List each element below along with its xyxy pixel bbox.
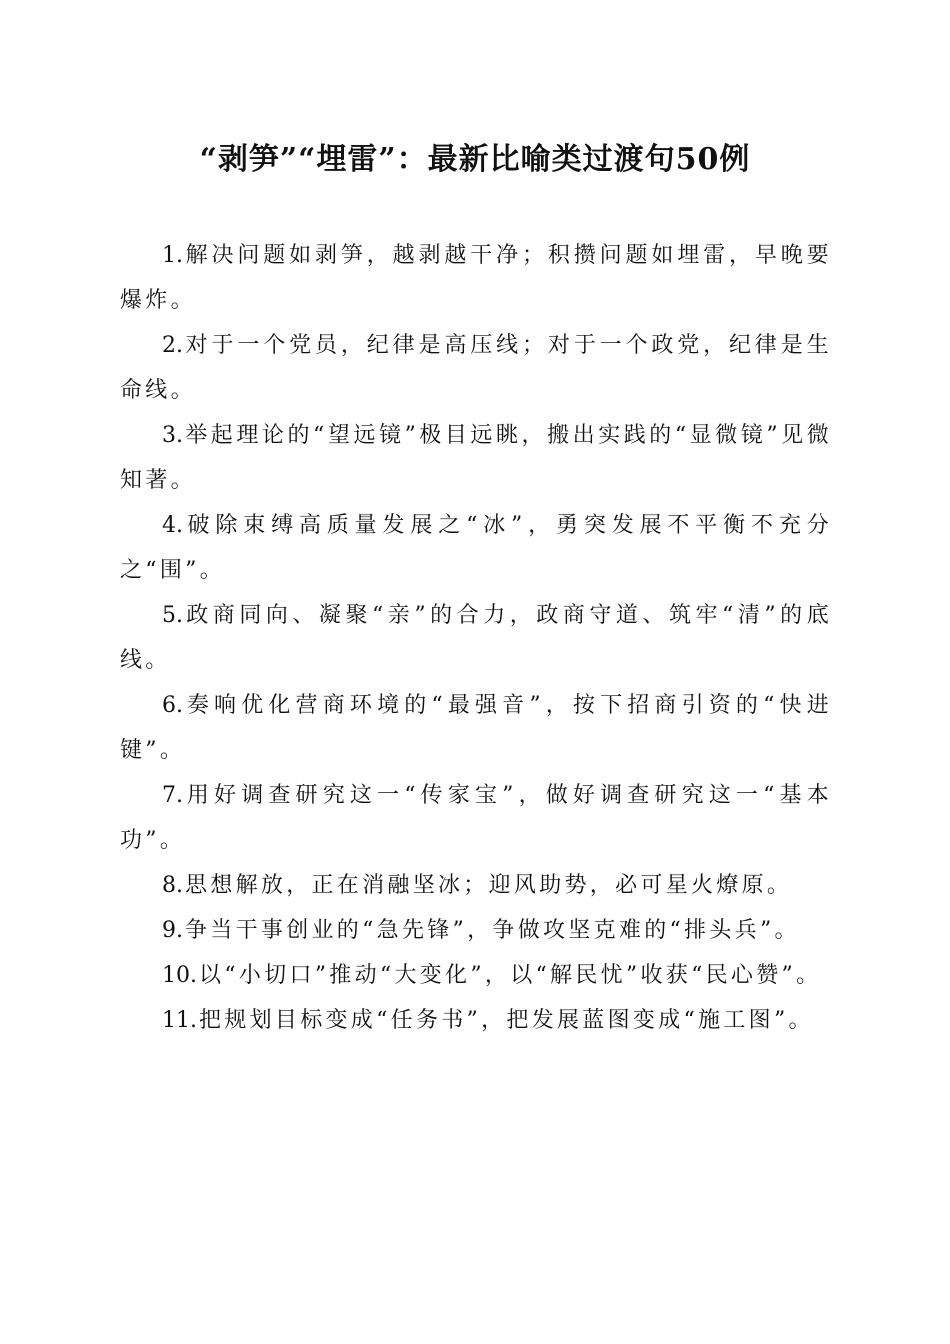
item-number: 10. [162,963,197,988]
item-number: 5. [162,603,183,628]
item-text: 破除束缚高质量发展之“冰”，勇突发展不平衡不充分之“围”。 [120,513,832,583]
item-text: 争当干事创业的“急先锋”，争做攻坚克难的“排头兵”。 [185,918,800,943]
document-title: “剥笋”“埋雷”：最新比喻类过渡句50例 [199,142,751,177]
item-text: 奏响优化营商环境的“最强音”，按下招商引资的“快进键”。 [120,693,832,763]
item-text: 把规划目标变成“任务书”，把发展蓝图变成“施工图”。 [199,1008,814,1033]
list-item [120,323,832,413]
item-text: 思想解放，正在消融坚冰；迎风助势，必可星火燎原。 [185,873,793,898]
item-text: 用好调查研究这一“传家宝”，做好调查研究这一“基本功”。 [120,783,832,853]
item-text: 政商同向、凝聚“亲”的合力，政商守道、筑牢“清”的底线。 [120,603,832,673]
list-item [120,503,832,593]
list-item [120,683,832,773]
list-item [120,233,832,323]
item-text: 对于一个党员，纪律是高压线；对于一个政党，纪律是生命线。 [120,333,832,403]
list-item [120,908,832,953]
list-item [120,413,832,503]
item-number: 3. [162,423,183,448]
item-text: 举起理论的“望远镜”极目远眺，搬出实践的“显微镜”见微知著。 [120,423,832,493]
list-item [120,998,832,1043]
item-number: 7. [162,783,183,808]
list-item [120,773,832,863]
item-text: 解决问题如剥笋，越剥越干净；积攒问题如埋雷，早晚要爆炸。 [120,243,832,313]
item-number: 6. [162,693,183,718]
item-text: 以“小切口”推动“大变化”，以“解民忧”收获“民心赞”。 [199,963,822,988]
item-number: 8. [162,873,183,898]
list-item [120,863,832,908]
item-number: 9. [162,918,183,943]
document-body [120,233,832,1043]
item-number: 4. [162,513,183,538]
item-number: 2. [162,333,183,358]
list-item [120,953,832,998]
list-item [120,593,832,683]
item-number: 11. [162,1008,197,1033]
item-number: 1. [162,243,183,268]
